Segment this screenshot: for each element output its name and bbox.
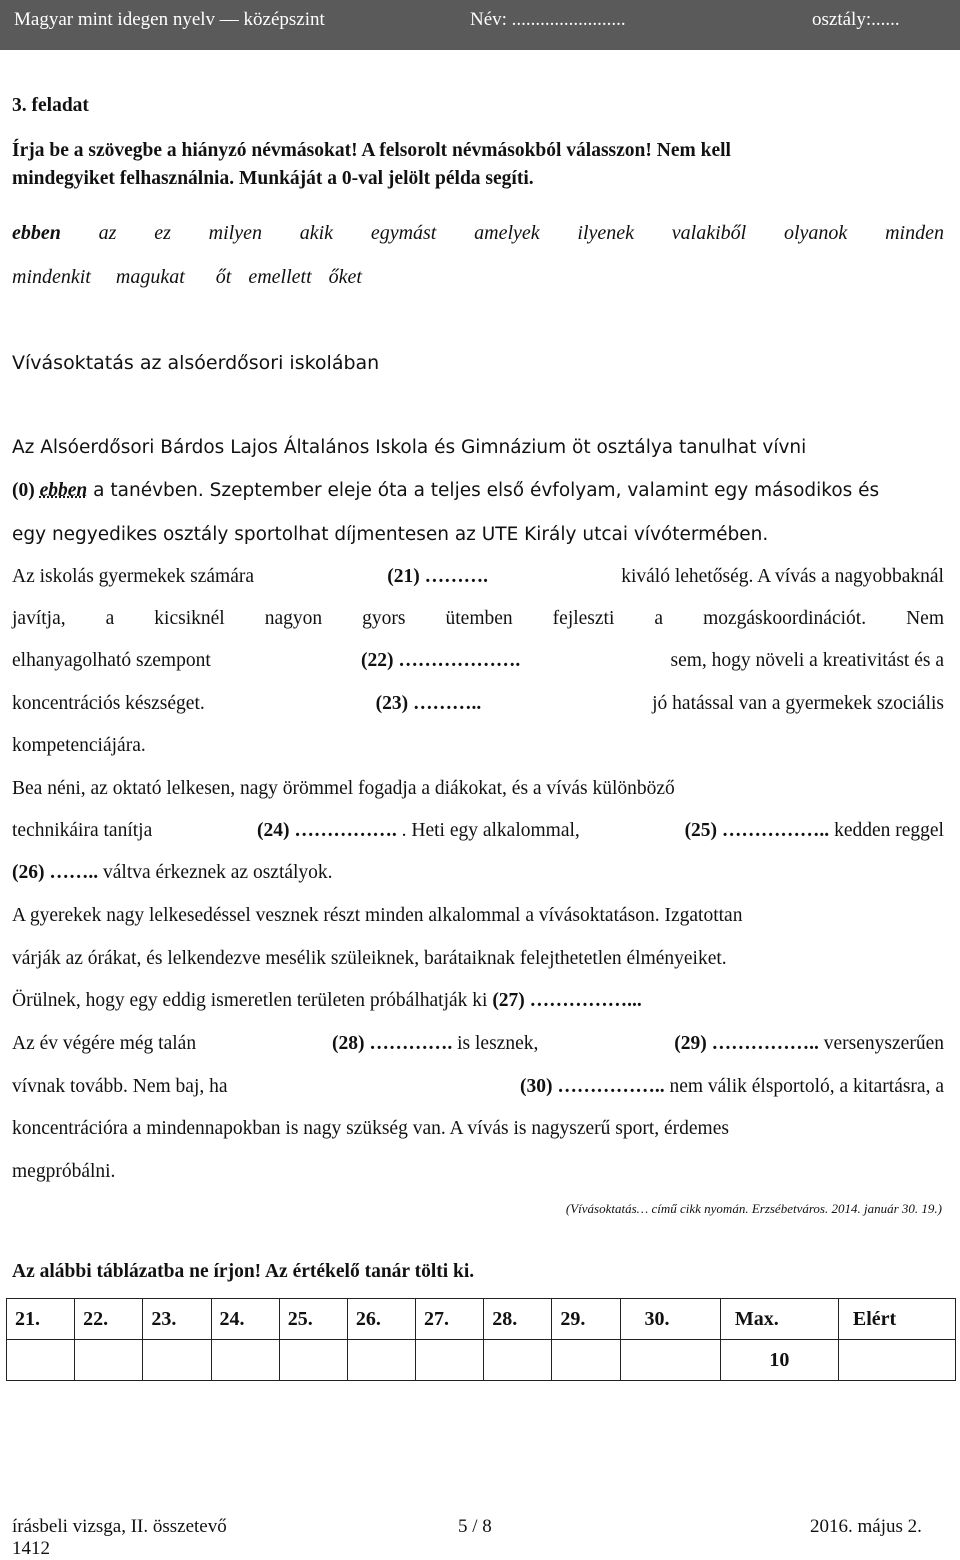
- article-line-15: [12, 1033, 944, 1055]
- article-word: mozgáskoordinációt.: [703, 608, 867, 629]
- gap-22[interactable]: (22) ……………….: [361, 650, 521, 671]
- gap-29[interactable]: (29) ……………..: [674, 1033, 819, 1054]
- article-text: nem válik élsportoló, a kitartásra, a: [664, 1076, 944, 1097]
- score-col-header: Max.: [720, 1299, 838, 1340]
- footer-code: 1412: [12, 1538, 50, 1559]
- article-text: Örülnek, hogy egy eddig ismeretlen területen próbálhatják ki: [12, 990, 488, 1011]
- score-col-header: 26.: [347, 1299, 415, 1340]
- article-word: gyors: [362, 608, 406, 629]
- score-cell[interactable]: [552, 1340, 620, 1381]
- task-instruction-line1: Írja be a szövegbe a hiányzó névmásokat! A felsorolt névmásokból válasszon! Nem kell: [12, 140, 731, 161]
- page-header: [0, 0, 960, 50]
- score-cell[interactable]: [416, 1340, 484, 1381]
- word-bank-item: minden: [885, 222, 944, 244]
- article-word: a: [105, 608, 115, 629]
- score-col-header: 22.: [75, 1299, 143, 1340]
- article-source: (Vívásoktatás… című cikk nyomán. Erzsébetváros. 2014. január 30. 19.): [565, 1201, 942, 1216]
- score-cell[interactable]: [347, 1340, 415, 1381]
- article-line-7: [12, 693, 944, 715]
- score-col-header: 29.: [552, 1299, 620, 1340]
- score-achieved-cell[interactable]: [838, 1340, 955, 1381]
- gap-30[interactable]: (30) ……………..: [519, 1076, 665, 1097]
- article-line-11: [12, 862, 333, 884]
- score-col-header: 30.: [620, 1299, 720, 1340]
- word-bank-item: egymást: [370, 222, 437, 244]
- score-cell[interactable]: [279, 1340, 347, 1381]
- score-header-row: [7, 1299, 956, 1340]
- score-col-header: 27.: [416, 1299, 484, 1340]
- word-bank-item: ez: [154, 222, 171, 244]
- gap-24[interactable]: (24) …………….: [257, 820, 402, 841]
- article-word: ütemben: [445, 608, 513, 629]
- score-col-header: 25.: [279, 1299, 347, 1340]
- task-number: 3. feladat: [12, 95, 89, 116]
- article-line-4: [12, 566, 944, 588]
- article-word: a: [654, 608, 664, 629]
- article-text: koncentrációs készséget.: [12, 693, 205, 714]
- word-bank-item: őket: [328, 266, 362, 288]
- score-cell[interactable]: [143, 1340, 211, 1381]
- word-bank-row1: [12, 222, 944, 245]
- article-word: fejleszti: [552, 608, 615, 629]
- score-col-header: 28.: [484, 1299, 552, 1340]
- article-text: sem, hogy növeli a kreativitást és a: [670, 650, 944, 671]
- score-col-header: 21.: [7, 1299, 75, 1340]
- article-word: javítja,: [12, 608, 66, 629]
- score-table: [6, 1298, 956, 1381]
- score-cell[interactable]: [484, 1340, 552, 1381]
- score-cell[interactable]: [620, 1340, 720, 1381]
- article-line-14: [12, 990, 642, 1012]
- score-cell[interactable]: [75, 1340, 143, 1381]
- word-bank-item: az: [98, 222, 117, 244]
- article-line-5: [12, 608, 944, 630]
- word-bank-item: milyen: [208, 222, 262, 244]
- article-line-18: megpróbálni.: [12, 1161, 116, 1182]
- word-bank-item: ilyenek: [577, 222, 635, 244]
- article-line-2-text: a tanévben. Szeptember eleje óta a teljes első évfolyam, valamint egy másodikos és: [87, 480, 880, 501]
- word-bank-item: emellett: [248, 266, 312, 288]
- article-word: nagyon: [264, 608, 323, 629]
- task-instruction-line2: mindegyiket felhasználnia. Munkáját a 0-val jelölt példa segíti.: [12, 168, 534, 189]
- article-text: kedden reggel: [829, 820, 944, 841]
- score-col-header: 24.: [211, 1299, 279, 1340]
- word-bank-item: magukat: [115, 266, 185, 288]
- article-line-10: [12, 820, 944, 842]
- footer-page-number: 5 / 8: [458, 1516, 492, 1537]
- example-answer: ebben: [39, 480, 88, 501]
- article-line-9: Bea néni, az oktató lelkesen, nagy örömmel fogadja a diákokat, és a vívás különböző: [12, 778, 675, 799]
- footer-exam: írásbeli vizsga, II. összetevő: [12, 1516, 227, 1537]
- header-subject: Magyar mint idegen nyelv — középszint: [14, 9, 325, 30]
- article-line-16: [12, 1076, 944, 1098]
- article-text: Az év végére még talán: [12, 1033, 197, 1054]
- article-line-6: [12, 650, 944, 672]
- article-text: elhanyagolható szempont: [12, 650, 211, 671]
- word-bank-item: mindenkit: [12, 266, 91, 288]
- article-title: Vívásoktatás az alsóerdősori iskolában: [12, 352, 380, 374]
- article-line-8: kompetenciájára.: [12, 735, 146, 756]
- example-label: (0): [12, 480, 35, 501]
- article-text: versenyszerűen: [818, 1033, 944, 1054]
- score-col-header: 23.: [143, 1299, 211, 1340]
- article-line-17: koncentrációra a mindennapokban is nagy szükség van. A vívás is nagyszerű sport, érdemes: [12, 1118, 729, 1139]
- article-word: kicsiknél: [154, 608, 225, 629]
- header-name-field: Név: ........................: [470, 9, 626, 30]
- score-cell[interactable]: [211, 1340, 279, 1381]
- gap-25[interactable]: (25) ……………..: [684, 820, 830, 841]
- article-text: . Heti egy alkalommal,: [401, 820, 580, 841]
- article-text: is lesznek,: [452, 1033, 539, 1054]
- word-bank-item: olyanok: [784, 222, 848, 244]
- word-bank-item: amelyek: [474, 222, 540, 244]
- article-line-1: Az Alsóerdősori Bárdos Lajos Általános Iskola és Gimnázium öt osztálya tanulhat vívni: [12, 437, 807, 458]
- word-bank-item: ebben: [12, 222, 61, 244]
- gap-27[interactable]: (27) ……………...: [492, 990, 642, 1011]
- word-bank-item: valakiből: [671, 222, 747, 244]
- gap-26[interactable]: (26) ……..: [12, 862, 99, 883]
- article-line-2: [12, 480, 879, 502]
- gap-23[interactable]: (23) ………..: [375, 693, 482, 714]
- gap-28[interactable]: (28) ………….: [332, 1033, 453, 1054]
- article-text: kiváló lehetőség. A vívás a nagyobbaknál: [621, 566, 944, 587]
- header-class-field: osztály:......: [812, 9, 900, 30]
- article-line-3: egy negyedikes osztály sportolhat díjmentesen az UTE Király utcai vívótermében.: [12, 524, 769, 545]
- article-text: jó hatással van a gyermekek szociális: [652, 693, 944, 714]
- article-word: Nem: [906, 608, 944, 629]
- word-bank-row2: [12, 266, 382, 289]
- article-line-13: várják az órákat, és lelkendezve mesélik szüleiknek, barátaiknak felejthetetlen élményeiket.: [12, 948, 727, 969]
- footer-date: 2016. május 2.: [810, 1516, 922, 1537]
- score-cell[interactable]: [7, 1340, 75, 1381]
- article-text: Az iskolás gyermekek számára: [12, 566, 255, 587]
- article-text: technikáira tanítja: [12, 820, 153, 841]
- article-line-12: A gyerekek nagy lelkesedéssel vesznek részt minden alkalommal a vívásoktatáson. Izgatottan: [12, 905, 743, 926]
- word-bank-item: őt: [215, 266, 232, 288]
- article-text: váltva érkeznek az osztályok.: [98, 862, 333, 883]
- score-value-row: [7, 1340, 956, 1381]
- gap-21[interactable]: (21) ……….: [387, 566, 488, 587]
- article-text: vívnak tovább. Nem baj, ha: [12, 1076, 228, 1097]
- score-heading: Az alábbi táblázatba ne írjon! Az értékelő tanár tölti ki.: [12, 1261, 475, 1282]
- word-bank-item: akik: [299, 222, 334, 244]
- score-max-value: 10: [720, 1340, 838, 1381]
- score-col-header: Elért: [838, 1299, 955, 1340]
